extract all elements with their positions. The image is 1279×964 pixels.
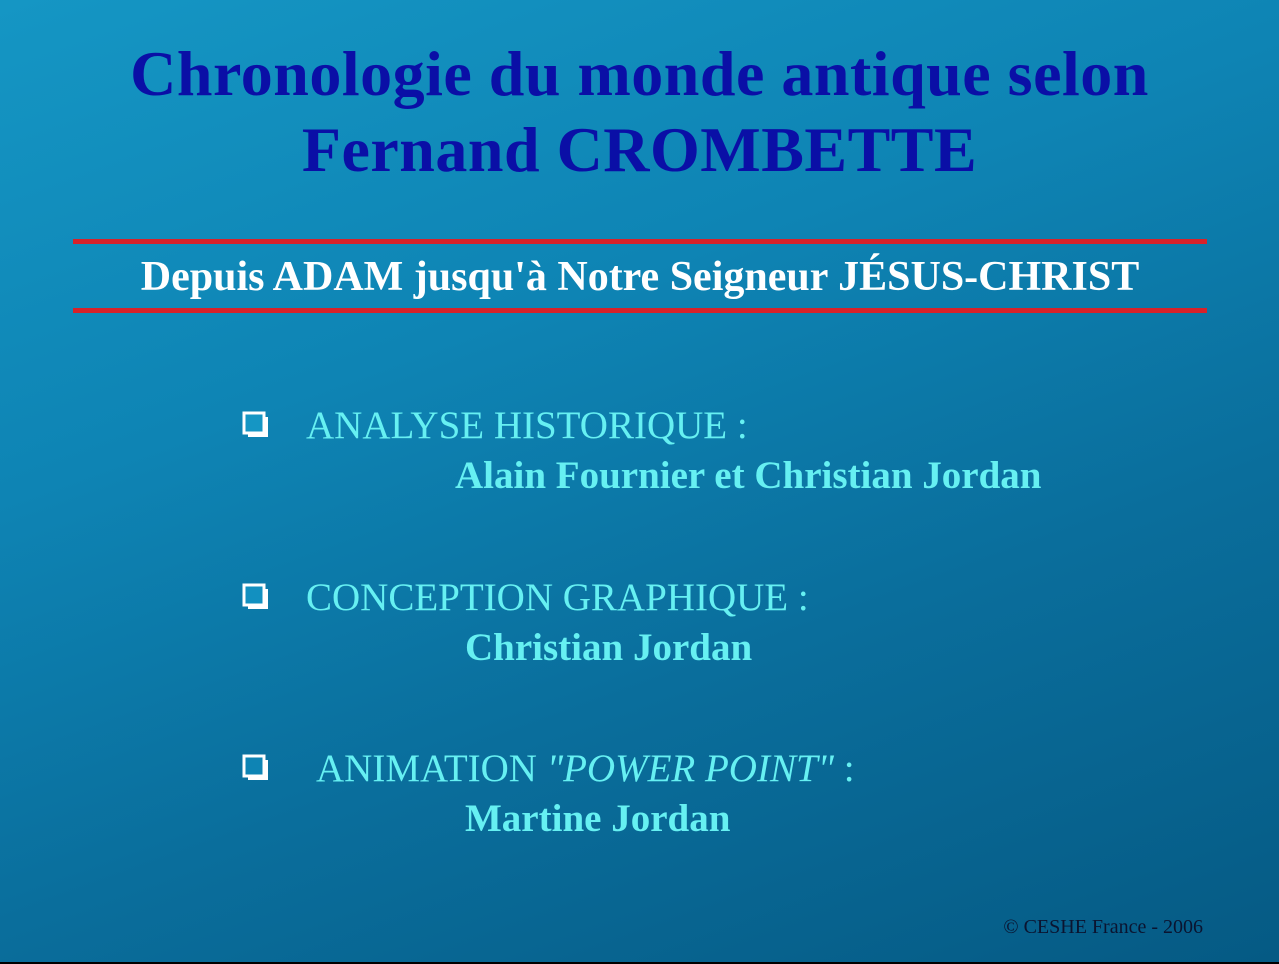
credit-person: Martine Jordan	[465, 797, 731, 840]
credit-role-emphasis: "POWER POINT"	[546, 747, 835, 790]
title-line-2: Fernand CROMBETTE	[301, 114, 978, 185]
credit-role-suffix: :	[834, 747, 855, 790]
credit-person: Christian Jordan	[465, 626, 753, 669]
subtitle-bottom-rule	[73, 308, 1207, 313]
credit-role: ANALYSE HISTORIQUE :	[306, 404, 748, 447]
credit-role: CONCEPTION GRAPHIQUE :	[306, 576, 809, 619]
checkbox-bullet-icon	[242, 583, 270, 611]
slide-subtitle: Depuis ADAM jusqu'à Notre Seigneur JÉSUS-CHRIST	[140, 254, 1140, 300]
credit-role-prefix: ANIMATION	[316, 747, 547, 790]
checkbox-bullet-icon	[242, 754, 270, 782]
credit-person: Alain Fournier et Christian Jordan	[455, 454, 1042, 497]
subtitle-top-rule	[73, 239, 1207, 244]
slide-title	[0, 36, 1279, 188]
credit-role	[316, 745, 855, 793]
title-line-1: Chronologie du monde antique selon	[130, 38, 1149, 109]
copyright-footer: © CESHE France - 2006	[1003, 916, 1203, 938]
checkbox-bullet-icon	[242, 411, 270, 439]
